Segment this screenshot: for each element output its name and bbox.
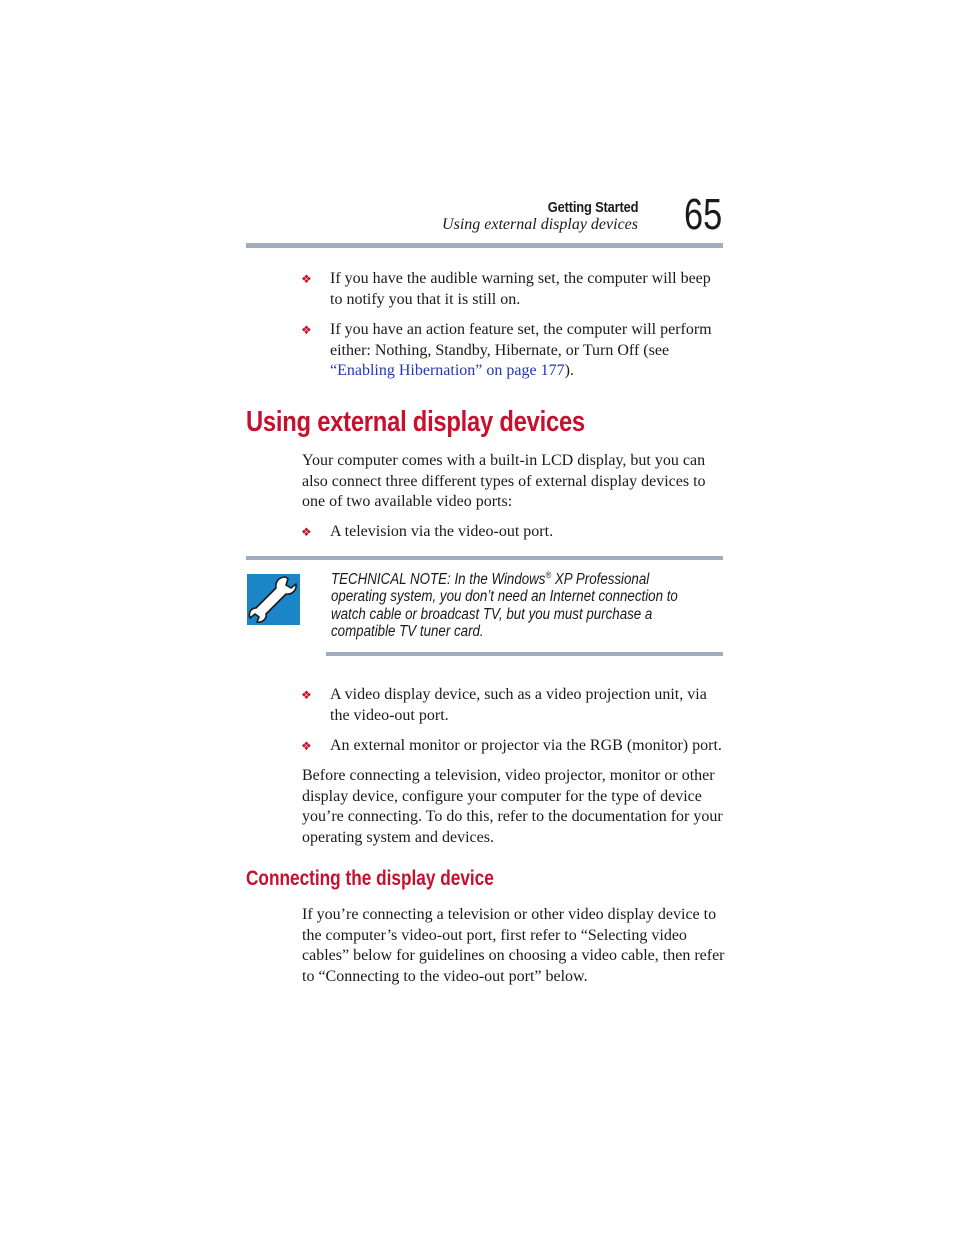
bullet-icon: ❖ — [301, 323, 312, 337]
bullet-television: A television via the video-out port. — [330, 523, 554, 540]
note-text-start: TECHNICAL NOTE: In the Windows — [331, 571, 546, 589]
section-title: Using external display devices — [246, 406, 585, 438]
note-text-cont: XP Professional — [551, 571, 650, 589]
bullet-icon: ❖ — [301, 739, 312, 753]
bullet-icon: ❖ — [301, 525, 312, 539]
subsection-title: Connecting the display device — [246, 867, 494, 890]
bullet-video-display: A video display device, such as a video projection unit, via the video-out port. — [330, 686, 707, 724]
connecting-paragraph: If you’re connecting a television or other video display device to the computer’s video-out port, first refer to “Selecting video cables” below for guidelines on choosing a video cable, then refer to “Connecting to the video-out port” below. — [302, 906, 725, 985]
technical-note — [331, 567, 701, 640]
bullet-text: If you have an action feature set, the computer will perform either: Nothing, Standby, Hibernate, or Turn Off (see — [330, 321, 712, 359]
wrench-icon — [247, 574, 300, 625]
section-intro: Your computer comes with a built-in LCD display, but you can also connect three different types of external display devices to one of two available video ports: — [302, 452, 706, 510]
bullet-action-feature — [330, 320, 725, 382]
header-rule — [246, 243, 723, 248]
bullet-icon: ❖ — [301, 688, 312, 702]
running-header-subsection: Using external display devices — [442, 216, 638, 233]
bullet-external-monitor: An external monitor or projector via the RGB (monitor) port. — [330, 737, 722, 754]
page-number: 65 — [684, 190, 723, 239]
bullet-audible-warning: If you have the audible warning set, the computer will beep to notify you that it is still on. — [330, 270, 711, 308]
registered-mark: ® — [545, 570, 552, 580]
note-bottom-rule — [326, 652, 723, 656]
bullet-text-end: ). — [564, 362, 574, 379]
wrench-icon-graphic — [247, 574, 300, 625]
note-top-rule — [246, 556, 723, 560]
enabling-hibernation-link[interactable]: “Enabling Hibernation” on page 177 — [330, 362, 565, 379]
running-header-section: Getting Started — [547, 199, 638, 216]
note-text-rest: operating system, you don’t need an Internet connection to watch cable or broadcast TV, but you must purchase a compatible TV tuner card. — [331, 588, 678, 641]
configure-paragraph: Before connecting a television, video projector, monitor or other display device, configure your computer for the type of device you’re connecting. To do this, refer to the documentation for your operating system and devices. — [302, 767, 723, 846]
bullet-icon: ❖ — [301, 272, 312, 286]
